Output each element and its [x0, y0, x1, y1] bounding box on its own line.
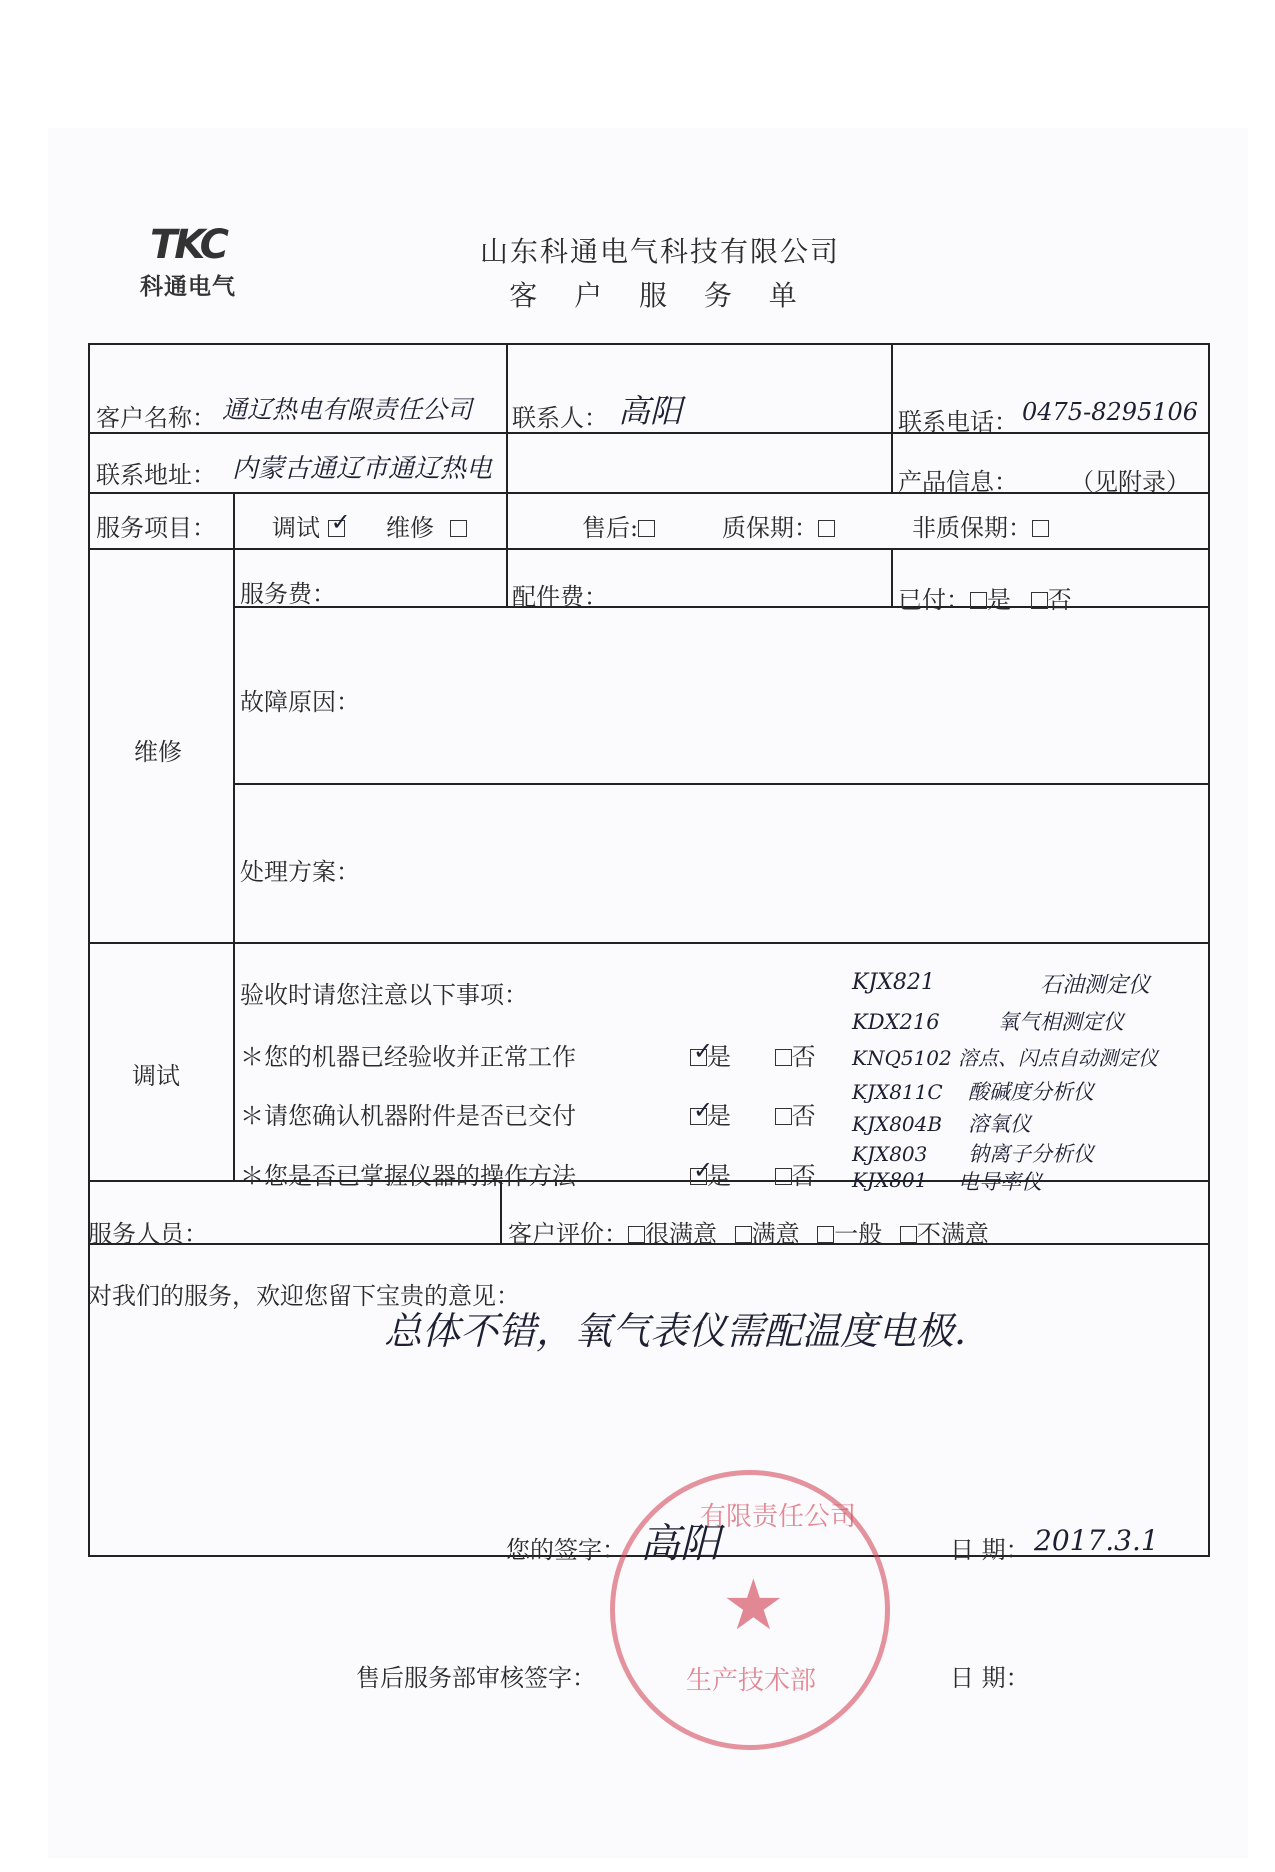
- acceptance-yes-checkbox[interactable]: [690, 1108, 707, 1125]
- paid-field: [898, 580, 1072, 615]
- row-divider: [88, 432, 1210, 434]
- service-repair-option[interactable]: [386, 508, 467, 543]
- product-name: 酸碱度分析仪: [968, 1080, 1094, 1104]
- acceptance-item: ＊请您确认机器附件是否已交付: [240, 1102, 576, 1130]
- row-divider: [88, 942, 1210, 944]
- service-aftersale-label: 售后:: [582, 514, 639, 542]
- product-name: 钠离子分析仪: [968, 1142, 1094, 1166]
- rating-satisfied-checkbox[interactable]: [735, 1226, 752, 1243]
- address-label: 联系地址：: [96, 461, 216, 489]
- acceptance-item-answer: [690, 1096, 816, 1131]
- acceptance-item: ＊您的机器已经验收并正常工作: [240, 1043, 576, 1071]
- repair-section-label: 维修: [134, 738, 182, 766]
- service-non-warranty-label: 非质保期：: [912, 514, 1032, 542]
- paid-no-checkbox[interactable]: [1031, 592, 1048, 609]
- product-model: KJX804B: [852, 1112, 943, 1136]
- service-debug-checkbox[interactable]: [328, 520, 345, 537]
- acceptance-item: ＊您是否已掌握仪器的操作方法: [240, 1162, 576, 1190]
- acceptance-item-answer: [690, 1037, 816, 1072]
- acceptance-no-label: 否: [791, 1102, 816, 1130]
- service-warranty-checkbox[interactable]: [818, 520, 835, 537]
- col-divider: [506, 492, 508, 608]
- customer-name-label: 客户名称：: [96, 404, 216, 432]
- acceptance-intro: 验收时请您注意以下事项：: [240, 981, 528, 1009]
- service-repair-label: 维修: [386, 514, 434, 542]
- service-staff-label: 服务人员：: [88, 1220, 208, 1248]
- paid-yes-label: 是: [987, 586, 1011, 614]
- product-model: KJX801: [852, 1168, 928, 1192]
- product-model: KDX216: [852, 1010, 940, 1034]
- product-value: （见附录）: [1070, 468, 1190, 496]
- acceptance-no-label: 否: [791, 1162, 816, 1190]
- rating-very-satisfied-checkbox[interactable]: [628, 1226, 645, 1243]
- customer-name-value: 通辽热电有限责任公司: [222, 395, 473, 424]
- service-aftersale-option[interactable]: [582, 508, 655, 543]
- product-model: KNQ5102: [852, 1046, 952, 1070]
- rating-dissatisfied-checkbox[interactable]: [900, 1226, 917, 1243]
- stamp-star-icon: ★: [722, 1564, 785, 1646]
- company-name: 山东科通电气科技有限公司: [479, 235, 840, 268]
- acceptance-no-checkbox[interactable]: [775, 1168, 792, 1185]
- paid-no-label: 否: [1047, 586, 1072, 614]
- rating-option: 一般: [834, 1220, 883, 1248]
- row-divider: [233, 783, 1210, 785]
- acceptance-yes-checkbox[interactable]: [690, 1049, 707, 1066]
- paid-label: 已付：: [898, 586, 970, 614]
- rating-label: 客户评价：: [508, 1220, 628, 1248]
- address-value: 内蒙古通辽市通辽热电: [232, 454, 493, 484]
- rating-option: 很满意: [645, 1220, 717, 1248]
- product-name: 石油测定仪: [1040, 973, 1151, 998]
- service-non-warranty-checkbox[interactable]: [1032, 520, 1049, 537]
- acceptance-no-checkbox[interactable]: [775, 1049, 792, 1066]
- review-signature-label: 售后服务部审核签字：: [356, 1664, 596, 1692]
- product-name: 电导率仪: [958, 1170, 1042, 1194]
- product-name: 溶点、闪点自动测定仪: [958, 1046, 1158, 1070]
- row-divider: [88, 548, 1210, 550]
- service-warranty-label: 质保期：: [722, 514, 818, 542]
- solution-label: 处理方案：: [240, 858, 360, 886]
- col-divider: [233, 492, 235, 1182]
- stamp-arc-text: 有限责任公司: [700, 1502, 857, 1532]
- phone-value: 0475-8295106: [1022, 398, 1199, 426]
- fault-cause-label: 故障原因：: [240, 688, 360, 716]
- col-divider: [506, 343, 508, 493]
- date-value: 2017.3.1: [1034, 1524, 1159, 1557]
- logo-mark: TKC: [149, 222, 227, 268]
- stamp-bottom-text: 生产技术部: [686, 1666, 817, 1696]
- acceptance-no-label: 否: [791, 1043, 816, 1071]
- contact-value: 高阳: [618, 392, 683, 430]
- row-divider: [88, 492, 1210, 494]
- signature-label: 您的签字：: [506, 1536, 626, 1564]
- product-model: KJX821: [852, 970, 935, 995]
- service-repair-checkbox[interactable]: [450, 520, 467, 537]
- rating-average-checkbox[interactable]: [817, 1226, 834, 1243]
- parts-fee-label: 配件费：: [512, 583, 608, 611]
- col-divider: [891, 548, 893, 608]
- acceptance-item-answer: [690, 1156, 816, 1191]
- service-fee-label: 服务费：: [240, 580, 336, 608]
- service-items-label: 服务项目：: [96, 514, 216, 542]
- service-aftersale-checkbox[interactable]: [638, 520, 655, 537]
- product-model: KJX811C: [852, 1080, 943, 1104]
- service-warranty-option[interactable]: [722, 508, 835, 543]
- acceptance-yes-label: 是: [707, 1102, 731, 1130]
- form-title: 客 户 服 务 单: [509, 279, 811, 312]
- contact-label: 联系人：: [512, 404, 608, 432]
- service-debug-option[interactable]: [272, 508, 345, 543]
- service-debug-label: 调试: [272, 514, 320, 542]
- feedback-comment: 总体不错，氧气表仪需配温度电极.: [384, 1309, 967, 1353]
- feedback-prompt: 对我们的服务，欢迎您留下宝贵的意见：: [88, 1282, 520, 1310]
- phone-label: 联系电话：: [898, 408, 1018, 436]
- logo-text: 科通电气: [140, 274, 236, 300]
- signature-value: 高阳: [640, 1521, 720, 1567]
- product-model: KJX803: [852, 1142, 928, 1166]
- product-name: 溶氧仪: [968, 1112, 1031, 1136]
- paid-yes-checkbox[interactable]: [970, 592, 987, 609]
- rating-group: [508, 1214, 989, 1249]
- product-name: 氧气相测定仪: [998, 1010, 1124, 1034]
- product-label: 产品信息：: [898, 468, 1018, 496]
- acceptance-yes-label: 是: [707, 1043, 731, 1071]
- review-date-label: 日 期：: [950, 1664, 1030, 1692]
- col-divider: [891, 343, 893, 493]
- debug-section-label: 调试: [132, 1062, 180, 1090]
- acceptance-yes-checkbox[interactable]: [690, 1168, 707, 1185]
- acceptance-yes-label: 是: [707, 1162, 731, 1190]
- company-logo: [128, 222, 248, 301]
- date-label: 日 期：: [950, 1536, 1030, 1564]
- rating-option: 满意: [751, 1220, 800, 1248]
- service-non-warranty-option[interactable]: [912, 508, 1049, 543]
- rating-option: 不满意: [916, 1220, 989, 1248]
- acceptance-no-checkbox[interactable]: [775, 1108, 792, 1125]
